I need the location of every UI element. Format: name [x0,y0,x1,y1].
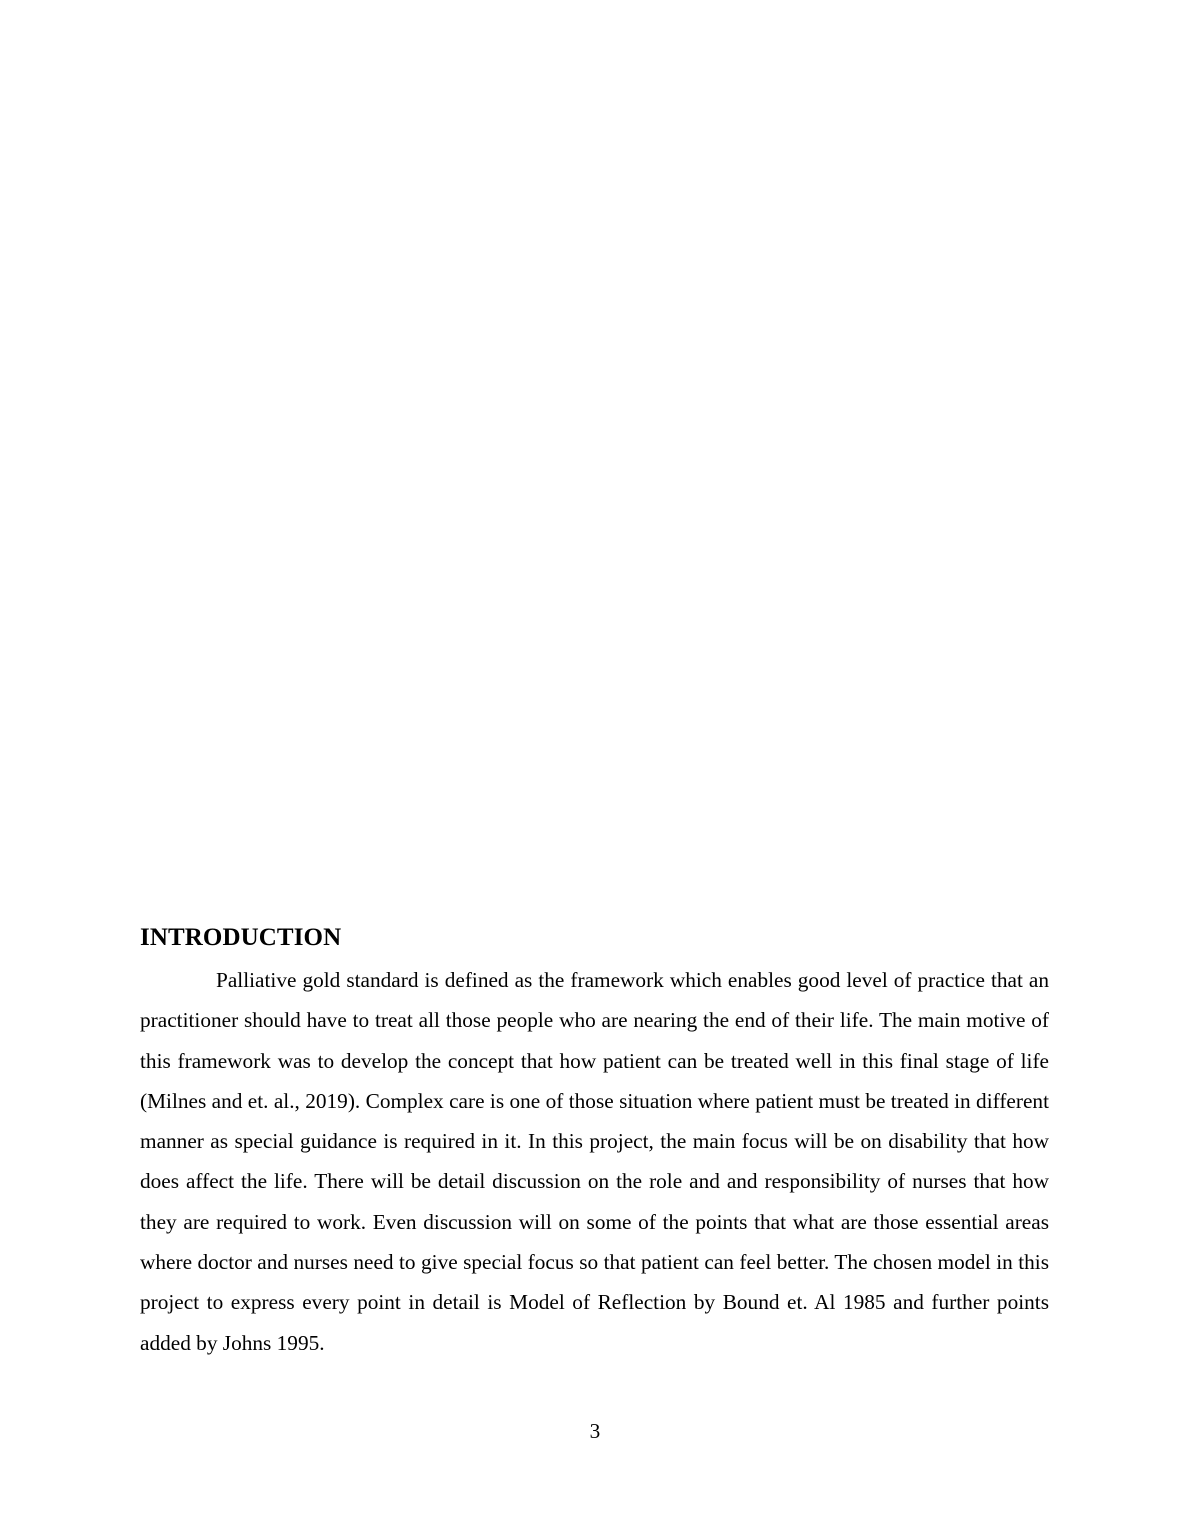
body-paragraph: Palliative gold standard is defined as the framework which enables good level of practice that an practitioner should have to treat all those people who are nearing the end of their life. The main motive of this framework was to develop the concept that how patient can be treated well in this final stage of life (Milnes and et. al., 2019). Complex care is one of those situation where patient must be treated in different manner as special guidance is required in it. In this project, the main focus will be on disability that how does affect the life. There will be detail discussion on the role and and responsibility of nurses that how they are required to work. Even discussion will on some of the points that what are those essential areas where doctor and nurses need to give special focus so that patient can feel better. The chosen model in this project to express every point in detail is Model of Reflection by Bound et. Al 1985 and further points added by Johns 1995. [140,968,1049,1355]
page-number: 3 [589,1419,601,1443]
page-content [140,920,1049,1363]
section-heading: INTRODUCTION [140,924,342,951]
